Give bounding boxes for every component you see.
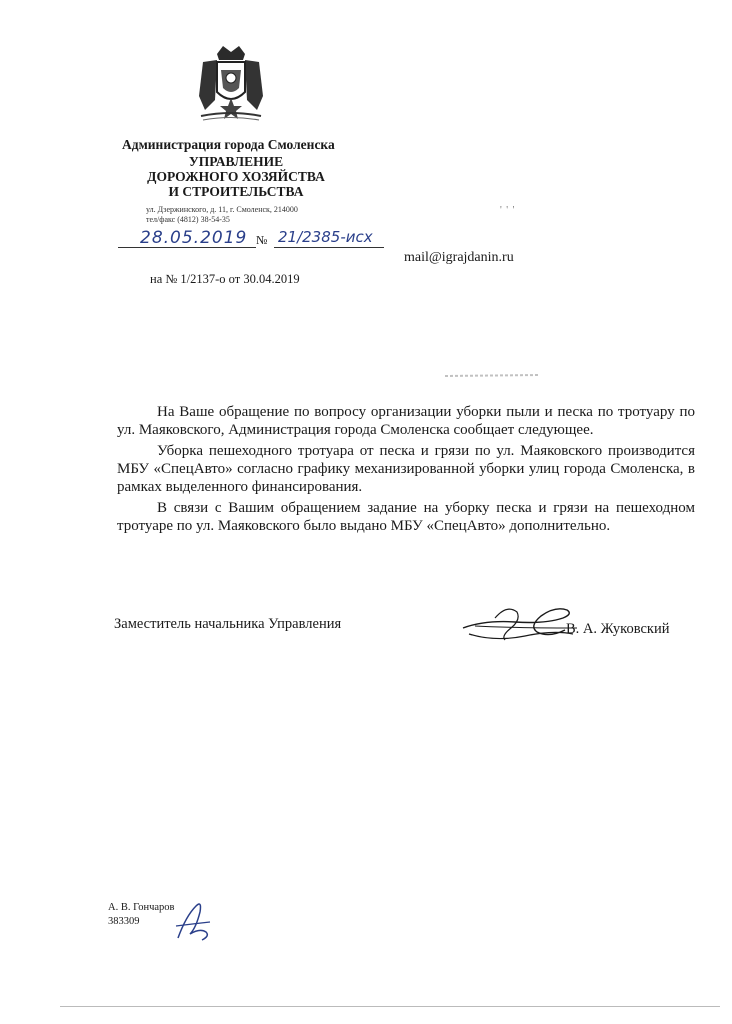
scan-marks: ' ' ' [500,205,516,216]
address: ул. Дзержинского, д. 11, г. Смоленск, 214000 [146,205,298,214]
department-line: УПРАВЛЕНИЕ [188,154,284,169]
reply-reference: на № 1/2137-о от 30.04.2019 [150,272,300,286]
executor-name: А. В. Гончаров [108,902,175,913]
signatory-title: Заместитель начальника Управления [114,616,342,632]
coat-of-arms-icon [195,40,267,124]
registration-date: 28.05.2019 [140,228,248,248]
body-paragraph: Уборка пешеходного тротуара от песка и грязи по ул. Маяковского производится МБУ «СпецАвто» согласно графику механизированной уборки улиц города Смоленска, в рамках выделенного финансирования. [117,443,695,495]
faded-stamp-mark [445,370,540,380]
address-block [146,205,298,225]
handwritten-signature [455,598,580,646]
page-edge-line [60,1006,720,1007]
registration-number: 21/2385-исх [278,228,373,246]
recipient-email: mail@igrajdanin.ru [404,250,514,265]
organization-name: Администрация города Смоленска [122,137,335,152]
letter-body [117,403,695,538]
handwritten-initials [172,898,214,944]
department-name [146,154,326,199]
signatory-name: В. А. Жуковский [566,621,670,637]
body-paragraph: На Ваше обращение по вопросу организации уборки пыли и песка по тротуару по ул. Маяковского, Администрация города Смоленска сообщает следующее. [117,404,695,438]
executor-phone: 383309 [108,916,140,927]
department-line: ДОРОЖНОГО ХОЗЯЙСТВА [147,169,325,184]
department-line: И СТРОИТЕЛЬСТВА [168,184,304,199]
body-paragraph: В связи с Вашим обращением задание на уборку песка и грязи на пешеходном тротуаре по ул. Маяковского было выдано МБУ «СпецАвто» дополнительно. [117,500,695,534]
number-sign: № [256,233,268,247]
registration-line [118,228,384,250]
number-underline [274,247,384,248]
date-underline [118,247,256,248]
phone: тел/факс (4812) 38-54-35 [146,215,230,224]
